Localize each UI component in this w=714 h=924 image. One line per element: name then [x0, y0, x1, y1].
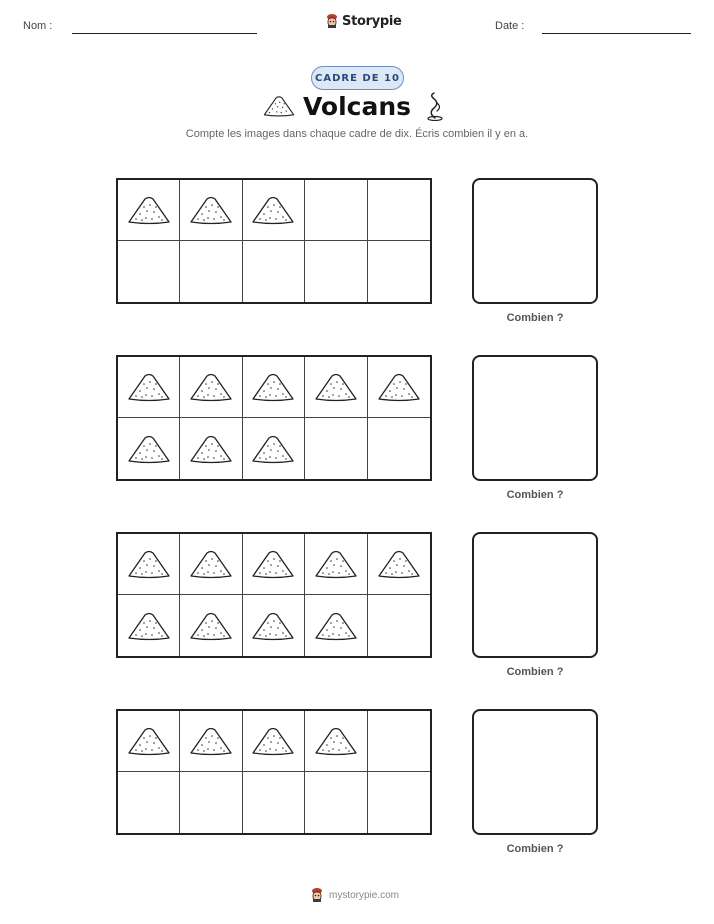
frame-cell [180, 357, 242, 418]
answer-box-4[interactable] [472, 709, 598, 835]
frame-cell [305, 772, 367, 833]
frame-cell [305, 711, 367, 772]
frame-cell [368, 418, 430, 479]
frame-cell [118, 180, 180, 241]
frame-cell [180, 241, 242, 302]
frame-cell [243, 711, 305, 772]
frame-cell [118, 534, 180, 595]
frame-cell [305, 180, 367, 241]
volcano-icon [188, 726, 234, 756]
frame-cell [243, 357, 305, 418]
frame-cell [243, 595, 305, 656]
volcano-icon [250, 549, 296, 579]
answer-box-3[interactable] [472, 532, 598, 658]
ten-frame-1 [116, 178, 432, 304]
smoke-icon [424, 91, 446, 121]
instructions: Compte les images dans chaque cadre de dix. Écris combien il y en a. [185, 128, 529, 140]
ten-frame-4 [116, 709, 432, 835]
frame-cell [305, 595, 367, 656]
volcano-icon [313, 611, 359, 641]
frame-cell [118, 772, 180, 833]
frame-cell [305, 418, 367, 479]
page-title: Volcans [302, 92, 412, 121]
storypie-logo-icon [325, 13, 339, 29]
volcano-icon [188, 372, 234, 402]
frame-cell [368, 595, 430, 656]
frame-cell [118, 418, 180, 479]
frame-cell [118, 241, 180, 302]
name-line[interactable] [72, 33, 257, 34]
answer-box-1[interactable] [472, 178, 598, 304]
brand [325, 13, 402, 29]
volcano-icon [250, 434, 296, 464]
combien-label-4: Combien ? [506, 843, 564, 855]
volcano-icon [250, 195, 296, 225]
storypie-logo-icon [310, 887, 324, 903]
volcano-icon [126, 195, 172, 225]
volcano-icon [188, 434, 234, 464]
frame-cell [368, 241, 430, 302]
footer-url: mystorypie.com [329, 889, 400, 901]
frame-cell [243, 241, 305, 302]
frame-cell [243, 534, 305, 595]
ten-frame-2 [116, 355, 432, 481]
date-line[interactable] [542, 33, 691, 34]
volcano-icon [376, 372, 422, 402]
volcano-icon [126, 611, 172, 641]
name-label: Nom : [23, 20, 53, 32]
frame-cell [243, 418, 305, 479]
frame-cell [118, 357, 180, 418]
date-label: Date : [495, 20, 525, 32]
combien-label-3: Combien ? [506, 666, 564, 678]
volcano-icon [188, 195, 234, 225]
volcano-icon [126, 549, 172, 579]
volcano-icon [250, 372, 296, 402]
volcano-icon [188, 549, 234, 579]
frame-cell [180, 180, 242, 241]
combien-label-2: Combien ? [506, 489, 564, 501]
frame-cell [180, 711, 242, 772]
volcano-icon [376, 549, 422, 579]
combien-label-1: Combien ? [506, 312, 564, 324]
frame-cell [368, 772, 430, 833]
category-badge: CADRE DE 10 [311, 66, 404, 90]
frame-cell [118, 595, 180, 656]
brand-name: Storypie [342, 13, 402, 29]
frame-cell [243, 180, 305, 241]
frame-cell [305, 357, 367, 418]
frame-cell [180, 534, 242, 595]
frame-cell [305, 241, 367, 302]
frame-cell [243, 772, 305, 833]
frame-cell [368, 180, 430, 241]
frame-cell [180, 418, 242, 479]
volcano-icon [126, 434, 172, 464]
volcano-icon [250, 611, 296, 641]
frame-cell [118, 711, 180, 772]
volcano-icon [250, 726, 296, 756]
frame-cell [368, 711, 430, 772]
answer-box-2[interactable] [472, 355, 598, 481]
volcano-icon [126, 372, 172, 402]
footer [310, 887, 399, 903]
volcano-icon [313, 372, 359, 402]
volcano-icon [126, 726, 172, 756]
frame-cell [368, 534, 430, 595]
volcano-icon [313, 549, 359, 579]
frame-cell [180, 772, 242, 833]
frame-cell [305, 534, 367, 595]
frame-cell [368, 357, 430, 418]
ten-frame-3 [116, 532, 432, 658]
volcano-icon [188, 611, 234, 641]
frame-cell [180, 595, 242, 656]
volcano-icon [313, 726, 359, 756]
